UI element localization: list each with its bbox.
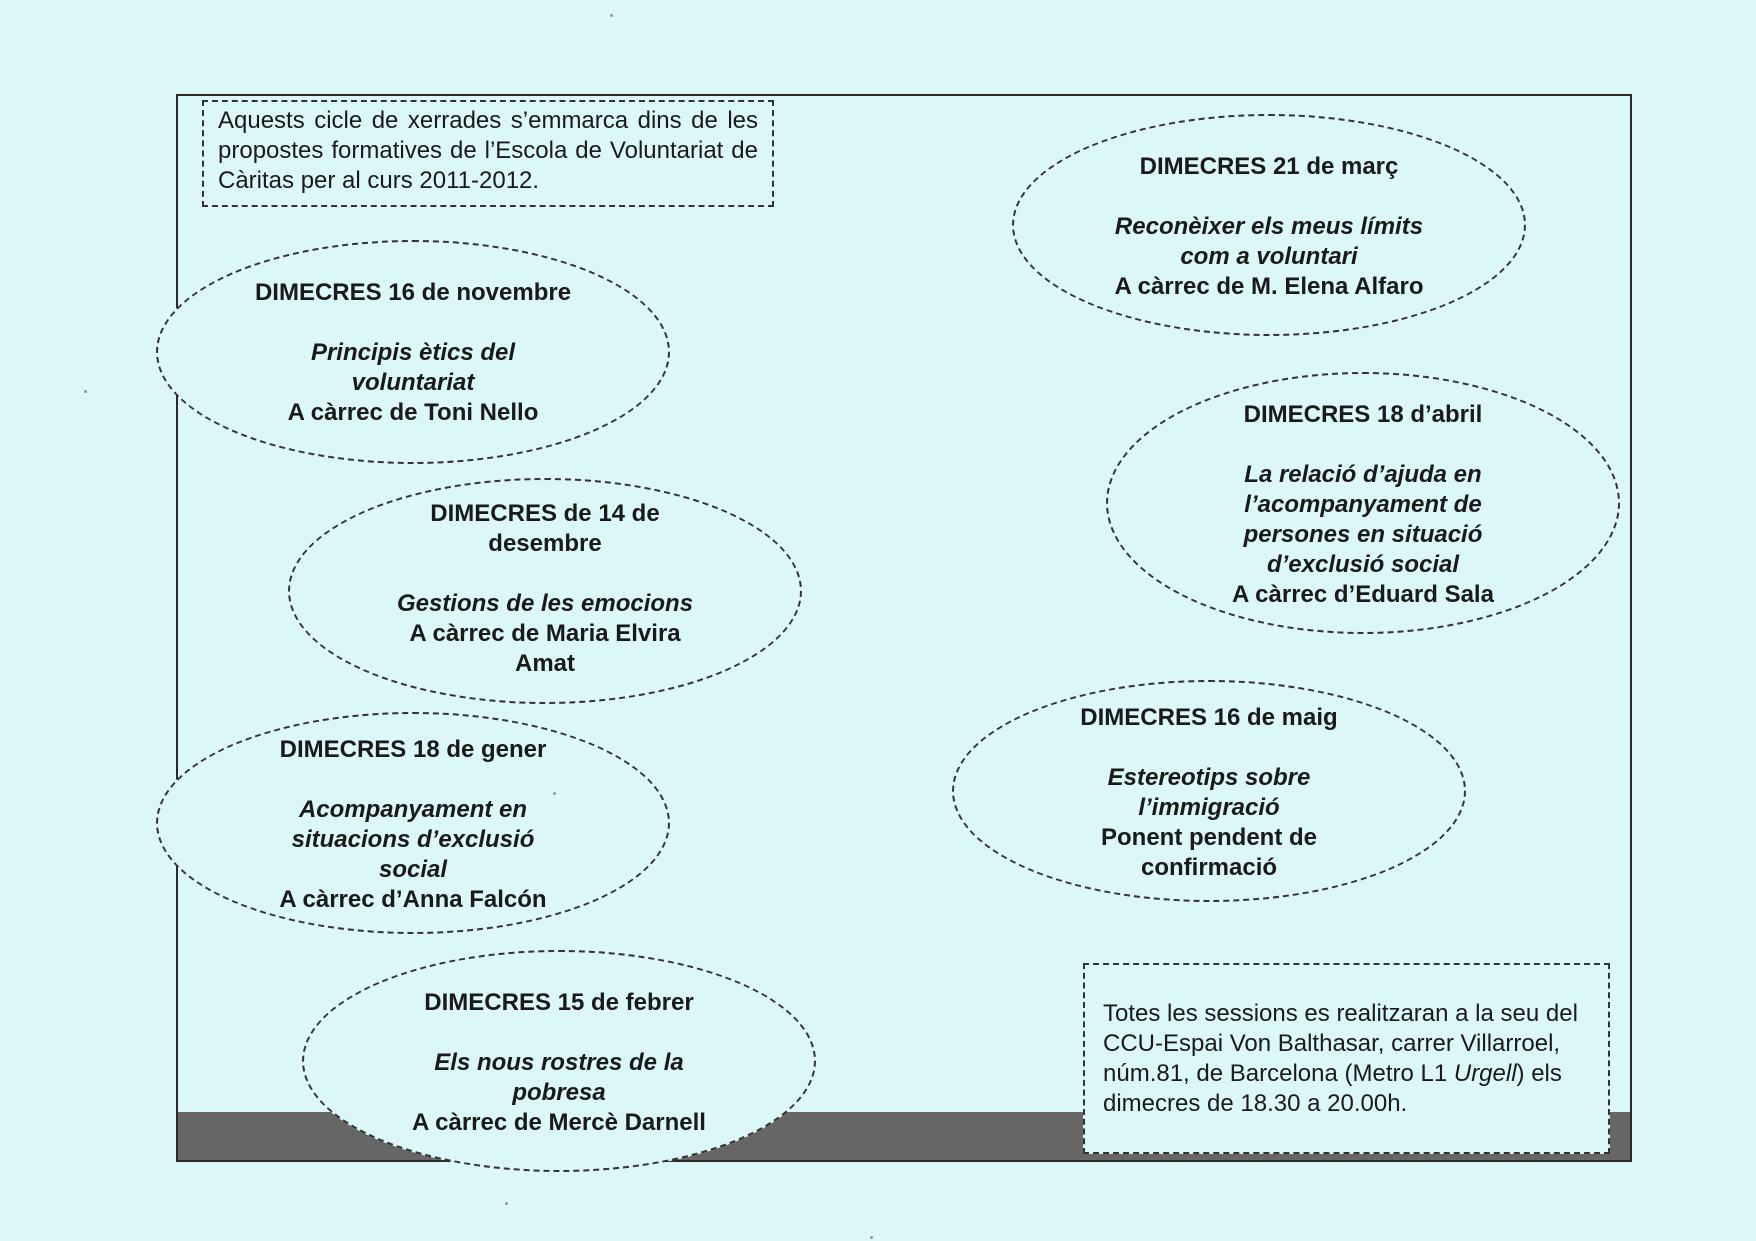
session-topic: Reconèixer els meus límits com a voluntari xyxy=(1114,213,1424,270)
session-topic: Estereotips sobre l’immigració xyxy=(1107,764,1311,821)
session-topic: Acompanyament en situacions d’exclusió social xyxy=(291,796,535,883)
session-speaker: A càrrec de Mercè Darnell xyxy=(412,1109,706,1136)
scan-speck xyxy=(553,792,556,795)
session-april xyxy=(1143,400,1583,610)
metro-station: Urgell xyxy=(1453,1060,1517,1087)
session-date: DIMECRES 15 de febrer xyxy=(424,989,694,1016)
session-march xyxy=(1052,152,1486,302)
session-date: DIMECRES 18 de gener xyxy=(279,736,547,763)
session-february xyxy=(344,988,774,1138)
info-text: Totes les sessions es realitzaran a la seu del CCU-Espai Von Balthasar, carrer Villarroel, núm.81, de Barcelona (Metro L1 xyxy=(1103,1000,1578,1087)
info-box xyxy=(1083,963,1610,1154)
session-topic: Els nous rostres de la pobresa xyxy=(434,1049,684,1106)
intro-box xyxy=(202,100,774,207)
session-topic: Gestions de les emocions xyxy=(396,590,694,617)
session-december xyxy=(325,499,765,679)
session-topic: La relació d’ajuda en l’acompanyament de persones en situació d’exclusió social xyxy=(1243,461,1483,578)
session-date: DIMECRES 18 d’abril xyxy=(1243,401,1483,428)
intro-text: Aquests cicle de xerrades s’emmarca dins de les propostes formatives de l’Escola de Voluntariat de Càritas per al curs 2011-2012. xyxy=(218,107,758,194)
session-speaker: Ponent pendent de confirmació xyxy=(1101,824,1317,881)
scan-speck xyxy=(505,1202,508,1205)
session-date: DIMECRES 16 de maig xyxy=(1080,704,1338,731)
session-date: DIMECRES 16 de novembre xyxy=(254,279,572,306)
scan-speck xyxy=(84,390,87,393)
session-topic: Principis ètics del voluntariat xyxy=(310,339,516,396)
session-may xyxy=(990,703,1428,883)
info-text-end: ) els dimecres de 18.30 a 20.00h. xyxy=(1103,1060,1562,1117)
session-january xyxy=(196,735,630,915)
session-speaker: A càrrec de Toni Nello xyxy=(287,399,539,426)
session-date: DIMECRES 21 de març xyxy=(1139,153,1399,180)
session-date: DIMECRES de 14 de desembre xyxy=(430,500,660,557)
session-speaker: A càrrec d’Anna Falcón xyxy=(279,886,547,913)
scan-speck xyxy=(610,14,613,17)
session-november xyxy=(196,278,630,428)
scan-speck xyxy=(870,1236,873,1239)
session-speaker: A càrrec de Maria Elvira Amat xyxy=(409,620,681,677)
session-speaker: A càrrec de M. Elena Alfaro xyxy=(1114,273,1424,300)
session-speaker: A càrrec d’Eduard Sala xyxy=(1232,581,1494,608)
